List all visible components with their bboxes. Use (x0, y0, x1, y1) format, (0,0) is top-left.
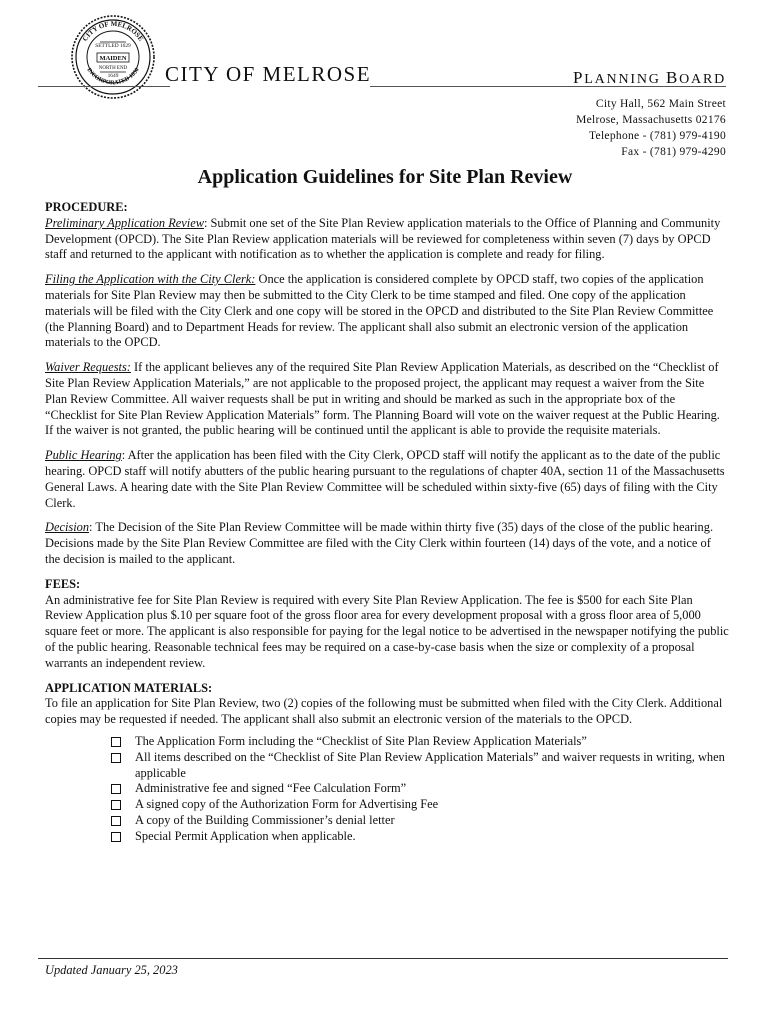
fees-paragraph: An administrative fee for Site Plan Review is required with every Site Plan Review Application. The fee is $500 for each Site Plan Review Application plus $.10 per square foot of the gross floor area for every development proposal with a gross floor area of 5,000 square feet or more. The applicant is also responsible for paying for the legal notice to be advertised in the newspaper notifying the public of the public hearing. Reasonable technical fees may be required on a case-by-case basis when the size or complexity of a proposal warrants an independent review. (45, 592, 729, 670)
seal-settled-text: SETTLED 1629 (95, 43, 131, 49)
office-address (576, 96, 726, 160)
fees-heading: FEES: (45, 576, 81, 591)
seal-maiden-text: MAIDEN (99, 55, 127, 62)
checkbox[interactable] (111, 800, 121, 810)
checkbox[interactable] (111, 737, 121, 747)
paragraph-separator: : (89, 520, 96, 535)
paragraph-lead: Decision (45, 520, 90, 535)
seal-year-text: 1649 (107, 73, 119, 79)
paragraph-separator: : (121, 448, 128, 463)
board-name-initial-b: B (665, 68, 680, 87)
document-body (45, 200, 729, 844)
checklist-item-label: All items described on the “Checklist of Site Plan Review Application Materials” and waiver requests in writing, when applicable (135, 749, 725, 780)
checkbox[interactable] (111, 753, 121, 763)
procedure-heading: PROCEDURE: (45, 200, 128, 214)
address-line: Melrose, Massachusetts 02176 (576, 114, 726, 126)
paragraph-text: After the application has been filed with the City Clerk, OPCD staff will notify the applicant as to the date of the public hearing. OPCD staff will notify abutters of the public hearing pursuant to the regulations of chapter 40A, section 11 of the Massachusetts General Laws. A hearing date with the Site Plan Review Committee will be scheduled within sixty-five (65) days of filing with the City Clerk. (45, 448, 725, 510)
board-name-initial-p: P (573, 68, 585, 87)
city-name: CITY OF MELROSE (165, 62, 372, 86)
seal-north-end-text: NORTH END (98, 66, 128, 71)
procedure-paragraph (45, 216, 729, 263)
board-name-rest-1: LANNING (584, 72, 661, 87)
checklist-item (111, 813, 729, 829)
materials-checklist (45, 734, 729, 845)
board-name (573, 68, 726, 88)
checklist-item-label: Administrative fee and signed “Fee Calculation Form” (135, 781, 407, 796)
paragraph-text: Submit one set of the Site Plan Review application materials to the Office of Planning and Community Development (OPCD). The Site Plan Review application materials will be reviewed for completeness within seven (7) days by OPCD staff and returned to the applicant with notification as to whether the application is complete and ready for filing. (45, 215, 721, 262)
paragraph-lead: Filing the Application with the City Clerk: (45, 272, 256, 287)
paragraph-lead: Public Hearing (45, 448, 122, 463)
checkbox[interactable] (111, 816, 121, 826)
checklist-item (111, 734, 729, 750)
header-rule-left (38, 86, 170, 87)
checkbox[interactable] (111, 832, 121, 842)
paragraph-text: If the applicant believes any of the required Site Plan Review Application Materials, as described on the “Checklist of Site Plan Review Application Materials,” are not applicable to the proposed project, the applicant may request a waiver from the Site Plan Review Committee. All waiver requests shall be put in writing and should be marked as such in the appropriate box of the “Checklist for Site Plan Review Application Materials” form. The Planning Board will vote on the waiver request at the Public Hearing. If the waiver is not granted, the public hearing will be continued until the applicant is able to provide the requisite materials. (45, 360, 720, 438)
paragraph-lead: Waiver Requests: (45, 360, 131, 375)
paragraph-text: Once the application is considered complete by OPCD staff, two copies of the application materials for Site Plan Review may then be submitted to the City Clerk to be time stamped and filed. One copy of the application materials will be filed with the City Clerk and one copy will be stored in the OPCD and distributed to the Site Plan Review Committee (the Planning Board) and to Department Heads for review. The applicant shall also submit an electronic version of the application materials to the OPCD. (45, 272, 714, 350)
updated-date: Updated January 25, 2023 (45, 963, 178, 977)
checklist-item-label: A signed copy of the Authorization Form for Advertising Fee (135, 797, 439, 812)
checklist-item-label: Special Permit Application when applicable. (135, 828, 356, 843)
board-name-rest-2: OARD (679, 72, 726, 87)
checklist-item (111, 829, 729, 845)
address-line: City Hall, 562 Main Street (595, 98, 726, 110)
footer-rule (38, 958, 728, 959)
fax-line: Fax - (781) 979-4290 (621, 146, 726, 158)
paragraph-separator: : (203, 215, 211, 230)
procedure-paragraph (45, 520, 729, 567)
checklist-item-label: The Application Form including the “Checklist of Site Plan Review Application Materials” (135, 733, 587, 748)
checklist-item (111, 750, 729, 782)
materials-heading: APPLICATION MATERIALS: (45, 680, 213, 695)
seal-ring-top-text: CITY OF MELROSE (80, 19, 146, 43)
checklist-item-label: A copy of the Building Commissioner’s denial letter (135, 812, 395, 827)
procedure-paragraph (45, 272, 729, 351)
telephone-line: Telephone - (781) 979-4190 (589, 130, 726, 142)
procedure-paragraph (45, 448, 729, 511)
materials-paragraph: To file an application for Site Plan Review, two (2) copies of the following must be submitted when filed with the City Clerk. Additional copies may be requested if needed. The applicant shall also submit an electronic version of the materials to the OPCD. (45, 696, 723, 727)
checklist-item (111, 781, 729, 797)
paragraph-text: The Decision of the Site Plan Review Committee will be made within thirty five (35) days of the close of the public hearing. Decisions made by the Site Plan Review Committee are filed with the City Clerk within fourteen (14) days of the vote, and a notice of the decision is mailed to the applicant. (45, 520, 714, 566)
checkbox[interactable] (111, 784, 121, 794)
procedure-paragraph (45, 360, 729, 439)
document-title: Application Guidelines for Site Plan Review (197, 166, 573, 188)
checklist-item (111, 797, 729, 813)
city-seal-logo (70, 14, 156, 100)
seal-ring-bottom-text: INCORPORATED 1850 (85, 67, 141, 87)
paragraph-lead: Preliminary Application Review (45, 215, 204, 230)
